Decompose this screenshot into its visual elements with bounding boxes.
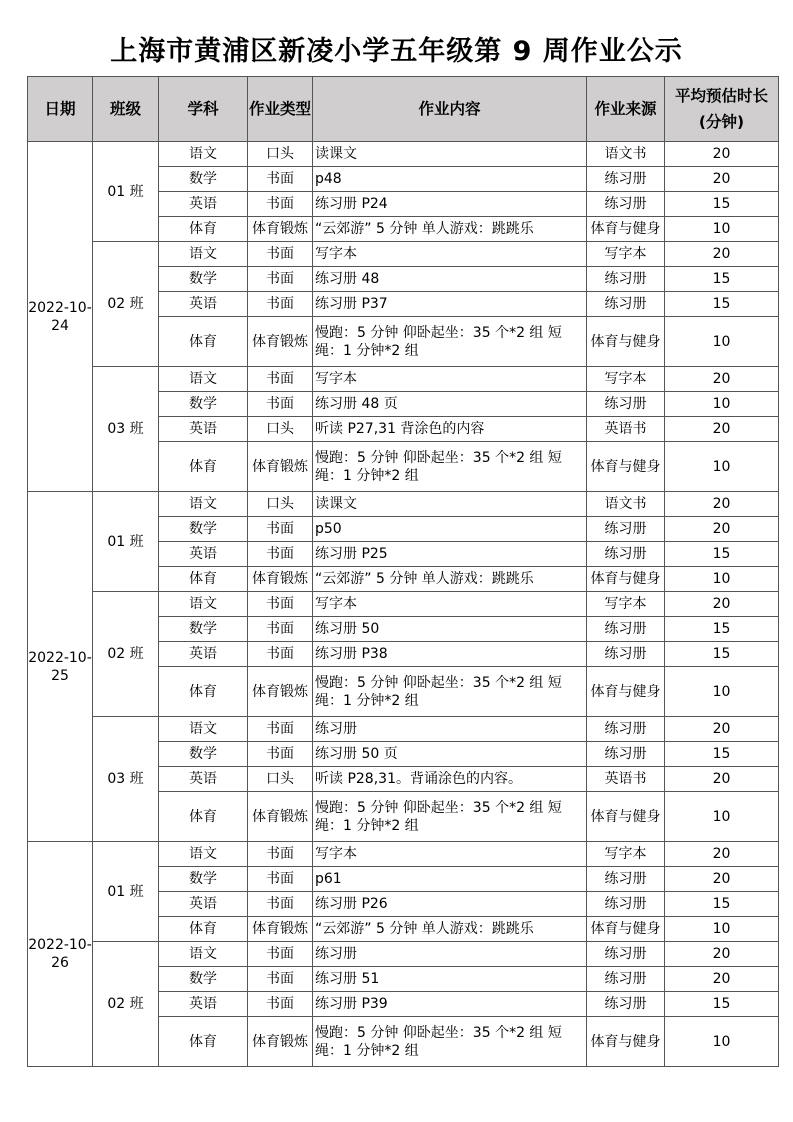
content-cell: 写字本 (313, 367, 587, 392)
content-cell: 练习册 48 (313, 267, 587, 292)
class-cell: 02 班 (93, 592, 159, 717)
source-cell: 练习册 (587, 967, 665, 992)
date-cell: 2022-10-25 (28, 492, 93, 842)
time-cell: 10 (665, 567, 779, 592)
subject-cell: 数学 (159, 617, 248, 642)
source-cell: 英语书 (587, 767, 665, 792)
subject-cell: 语文 (159, 592, 248, 617)
class-cell: 03 班 (93, 367, 159, 492)
content-cell: 慢跑：5 分钟 仰卧起坐：35 个*2 组 短绳：1 分钟*2 组 (313, 442, 587, 492)
header-type: 作业类型 (248, 77, 313, 142)
source-cell: 练习册 (587, 542, 665, 567)
subject-cell: 体育 (159, 442, 248, 492)
time-cell: 10 (665, 1017, 779, 1067)
source-cell: 体育与健身 (587, 1017, 665, 1067)
type-cell: 体育锻炼 (248, 217, 313, 242)
subject-cell: 体育 (159, 792, 248, 842)
content-cell: 练习册 50 页 (313, 742, 587, 767)
class-cell: 01 班 (93, 142, 159, 242)
content-cell: 慢跑：5 分钟 仰卧起坐：35 个*2 组 短绳：1 分钟*2 组 (313, 317, 587, 367)
source-cell: 练习册 (587, 192, 665, 217)
type-cell: 书面 (248, 867, 313, 892)
header-class: 班级 (93, 77, 159, 142)
type-cell: 书面 (248, 592, 313, 617)
source-cell: 练习册 (587, 267, 665, 292)
content-cell: “云郊游” 5 分钟 单人游戏：跳跳乐 (313, 917, 587, 942)
content-cell: 练习册 (313, 717, 587, 742)
table-row (28, 717, 779, 742)
subject-cell: 数学 (159, 742, 248, 767)
type-cell: 书面 (248, 842, 313, 867)
type-cell: 口头 (248, 767, 313, 792)
type-cell: 书面 (248, 892, 313, 917)
time-cell: 20 (665, 142, 779, 167)
time-cell: 20 (665, 242, 779, 267)
type-cell: 体育锻炼 (248, 442, 313, 492)
class-cell: 02 班 (93, 942, 159, 1067)
time-cell: 15 (665, 292, 779, 317)
type-cell: 体育锻炼 (248, 567, 313, 592)
content-cell: “云郊游” 5 分钟 单人游戏：跳跳乐 (313, 217, 587, 242)
type-cell: 体育锻炼 (248, 792, 313, 842)
date-cell: 2022-10-26 (28, 842, 93, 1067)
page-title: 上海市黄浦区新凌小学五年级第 9 周作业公示 (110, 36, 683, 67)
source-cell: 练习册 (587, 742, 665, 767)
subject-cell: 体育 (159, 317, 248, 367)
subject-cell: 语文 (159, 942, 248, 967)
header-row (28, 77, 779, 142)
source-cell: 练习册 (587, 992, 665, 1017)
subject-cell: 语文 (159, 142, 248, 167)
content-cell: 练习册 48 页 (313, 392, 587, 417)
type-cell: 书面 (248, 942, 313, 967)
type-cell: 书面 (248, 242, 313, 267)
source-cell: 英语书 (587, 417, 665, 442)
subject-cell: 数学 (159, 392, 248, 417)
content-cell: 写字本 (313, 842, 587, 867)
type-cell: 书面 (248, 292, 313, 317)
source-cell: 练习册 (587, 167, 665, 192)
content-cell: 慢跑：5 分钟 仰卧起坐：35 个*2 组 短绳：1 分钟*2 组 (313, 1017, 587, 1067)
source-cell: 体育与健身 (587, 667, 665, 717)
table-row (28, 592, 779, 617)
time-cell: 20 (665, 842, 779, 867)
source-cell: 体育与健身 (587, 567, 665, 592)
subject-cell: 英语 (159, 767, 248, 792)
time-cell: 10 (665, 442, 779, 492)
subject-cell: 英语 (159, 542, 248, 567)
time-cell: 20 (665, 417, 779, 442)
class-cell: 01 班 (93, 842, 159, 942)
header-date: 日期 (28, 77, 93, 142)
type-cell: 书面 (248, 642, 313, 667)
source-cell: 体育与健身 (587, 917, 665, 942)
subject-cell: 语文 (159, 242, 248, 267)
subject-cell: 数学 (159, 267, 248, 292)
source-cell: 体育与健身 (587, 792, 665, 842)
source-cell: 体育与健身 (587, 217, 665, 242)
time-cell: 15 (665, 642, 779, 667)
subject-cell: 数学 (159, 967, 248, 992)
type-cell: 书面 (248, 367, 313, 392)
content-cell: 练习册 50 (313, 617, 587, 642)
type-cell: 书面 (248, 392, 313, 417)
time-cell: 20 (665, 867, 779, 892)
time-cell: 15 (665, 267, 779, 292)
type-cell: 体育锻炼 (248, 917, 313, 942)
content-cell: 练习册 P38 (313, 642, 587, 667)
content-cell: p48 (313, 167, 587, 192)
time-cell: 15 (665, 742, 779, 767)
table-row (28, 942, 779, 967)
time-cell: 15 (665, 617, 779, 642)
subject-cell: 数学 (159, 517, 248, 542)
content-cell: “云郊游” 5 分钟 单人游戏：跳跳乐 (313, 567, 587, 592)
type-cell: 书面 (248, 267, 313, 292)
header-subject: 学科 (159, 77, 248, 142)
source-cell: 练习册 (587, 517, 665, 542)
source-cell: 语文书 (587, 142, 665, 167)
source-cell: 体育与健身 (587, 442, 665, 492)
time-cell: 15 (665, 992, 779, 1017)
type-cell: 书面 (248, 617, 313, 642)
type-cell: 体育锻炼 (248, 1017, 313, 1067)
subject-cell: 体育 (159, 917, 248, 942)
time-cell: 10 (665, 667, 779, 717)
time-cell: 10 (665, 792, 779, 842)
time-cell: 15 (665, 892, 779, 917)
content-cell: 练习册 P26 (313, 892, 587, 917)
source-cell: 写字本 (587, 367, 665, 392)
subject-cell: 英语 (159, 992, 248, 1017)
content-cell: 慢跑：5 分钟 仰卧起坐：35 个*2 组 短绳：1 分钟*2 组 (313, 792, 587, 842)
subject-cell: 语文 (159, 367, 248, 392)
date-cell: 2022-10-24 (28, 142, 93, 492)
time-cell: 20 (665, 517, 779, 542)
type-cell: 口头 (248, 417, 313, 442)
table-row (28, 367, 779, 392)
content-cell: p50 (313, 517, 587, 542)
time-cell: 20 (665, 492, 779, 517)
subject-cell: 英语 (159, 292, 248, 317)
time-cell: 10 (665, 917, 779, 942)
table-row (28, 842, 779, 867)
subject-cell: 语文 (159, 717, 248, 742)
time-cell: 20 (665, 717, 779, 742)
header-time: 平均预估时长(分钟) (665, 77, 779, 142)
source-cell: 写字本 (587, 242, 665, 267)
type-cell: 书面 (248, 517, 313, 542)
type-cell: 口头 (248, 492, 313, 517)
homework-table (27, 76, 779, 1067)
content-cell: 读课文 (313, 492, 587, 517)
content-cell: 写字本 (313, 592, 587, 617)
source-cell: 练习册 (587, 892, 665, 917)
subject-cell: 数学 (159, 167, 248, 192)
source-cell: 写字本 (587, 592, 665, 617)
type-cell: 书面 (248, 717, 313, 742)
type-cell: 书面 (248, 542, 313, 567)
type-cell: 口头 (248, 142, 313, 167)
source-cell: 练习册 (587, 292, 665, 317)
table-row (28, 142, 779, 167)
content-cell: 读课文 (313, 142, 587, 167)
subject-cell: 英语 (159, 892, 248, 917)
content-cell: 练习册 P25 (313, 542, 587, 567)
class-cell: 03 班 (93, 717, 159, 842)
class-cell: 01 班 (93, 492, 159, 592)
subject-cell: 语文 (159, 842, 248, 867)
content-cell: 练习册 P37 (313, 292, 587, 317)
subject-cell: 英语 (159, 192, 248, 217)
time-cell: 20 (665, 942, 779, 967)
time-cell: 20 (665, 967, 779, 992)
content-cell: 练习册 (313, 942, 587, 967)
content-cell: 听读 P27,31 背涂色的内容 (313, 417, 587, 442)
type-cell: 书面 (248, 967, 313, 992)
type-cell: 书面 (248, 192, 313, 217)
content-cell: 慢跑：5 分钟 仰卧起坐：35 个*2 组 短绳：1 分钟*2 组 (313, 667, 587, 717)
header-content: 作业内容 (313, 77, 587, 142)
time-cell: 10 (665, 392, 779, 417)
time-cell: 20 (665, 167, 779, 192)
subject-cell: 体育 (159, 667, 248, 717)
content-cell: p61 (313, 867, 587, 892)
subject-cell: 英语 (159, 642, 248, 667)
time-cell: 20 (665, 367, 779, 392)
time-cell: 10 (665, 217, 779, 242)
subject-cell: 体育 (159, 1017, 248, 1067)
source-cell: 练习册 (587, 867, 665, 892)
table-row (28, 492, 779, 517)
source-cell: 练习册 (587, 642, 665, 667)
content-cell: 写字本 (313, 242, 587, 267)
header-source: 作业来源 (587, 77, 665, 142)
source-cell: 练习册 (587, 392, 665, 417)
source-cell: 练习册 (587, 942, 665, 967)
table-row (28, 242, 779, 267)
subject-cell: 英语 (159, 417, 248, 442)
subject-cell: 数学 (159, 867, 248, 892)
source-cell: 练习册 (587, 717, 665, 742)
source-cell: 写字本 (587, 842, 665, 867)
content-cell: 听读 P28,31。背诵涂色的内容。 (313, 767, 587, 792)
time-cell: 15 (665, 192, 779, 217)
subject-cell: 体育 (159, 567, 248, 592)
type-cell: 体育锻炼 (248, 667, 313, 717)
content-cell: 练习册 P24 (313, 192, 587, 217)
class-cell: 02 班 (93, 242, 159, 367)
type-cell: 书面 (248, 167, 313, 192)
type-cell: 书面 (248, 992, 313, 1017)
subject-cell: 体育 (159, 217, 248, 242)
content-cell: 练习册 P39 (313, 992, 587, 1017)
time-cell: 20 (665, 592, 779, 617)
content-cell: 练习册 51 (313, 967, 587, 992)
type-cell: 书面 (248, 742, 313, 767)
source-cell: 体育与健身 (587, 317, 665, 367)
source-cell: 语文书 (587, 492, 665, 517)
time-cell: 20 (665, 767, 779, 792)
subject-cell: 语文 (159, 492, 248, 517)
source-cell: 练习册 (587, 617, 665, 642)
type-cell: 体育锻炼 (248, 317, 313, 367)
table-body (28, 142, 779, 1067)
time-cell: 15 (665, 542, 779, 567)
time-cell: 10 (665, 317, 779, 367)
